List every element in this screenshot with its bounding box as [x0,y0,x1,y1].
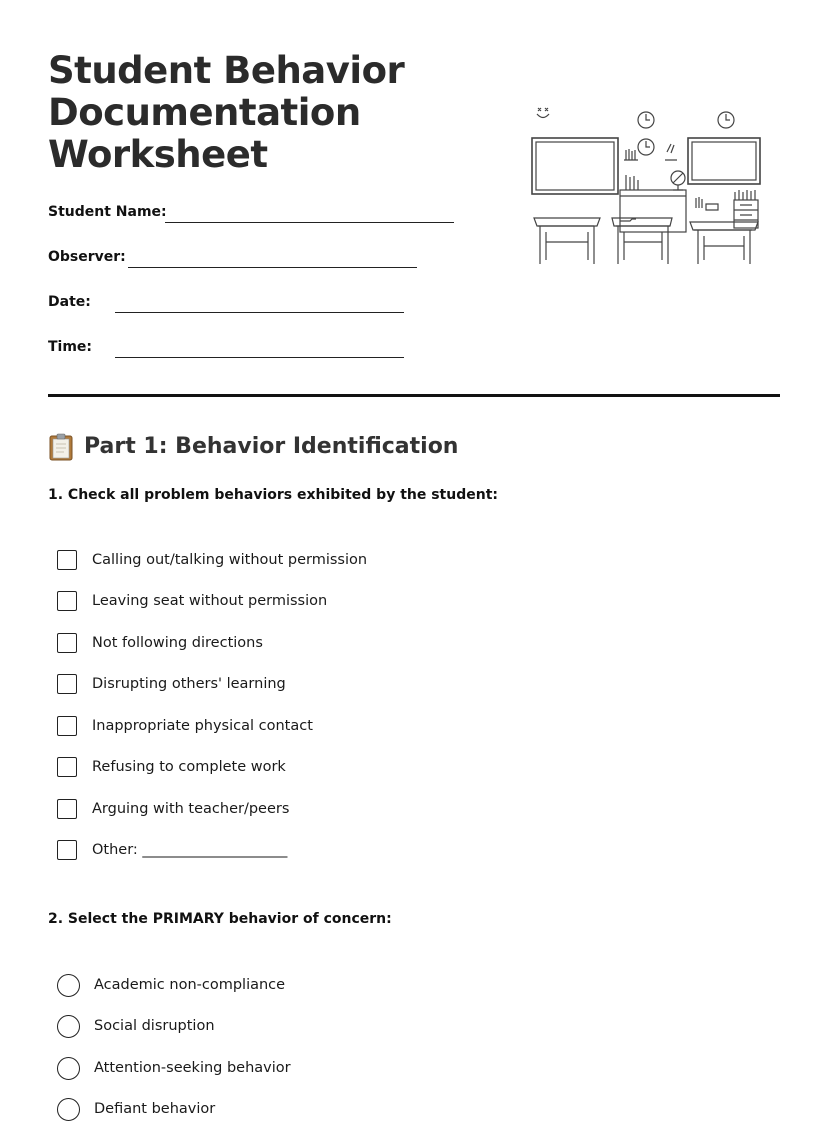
section-divider [48,394,780,397]
clipboard-icon [48,433,74,461]
clock-icon [718,112,734,128]
observer-label: Observer: [48,249,126,265]
checkbox[interactable] [57,840,77,860]
option-label: Calling out/talking without permission [92,552,368,568]
behavior-option-disrupting-others[interactable] [57,672,286,696]
question-2: 2. Select the PRIMARY behavior of concern: [48,911,392,927]
behavior-option-not-following-directions[interactable] [57,631,263,655]
behavior-option-arguing[interactable] [57,797,289,821]
behavior-option-calling-out[interactable] [57,548,367,572]
checkbox[interactable] [57,591,77,611]
time-line[interactable] [115,357,404,358]
option-label: Inappropriate physical contact [92,718,313,734]
checkbox[interactable] [57,633,77,653]
radio-button[interactable] [57,974,80,997]
primary-option-academic[interactable] [57,973,285,997]
primary-option-defiant[interactable] [57,1097,215,1121]
option-label: Attention-seeking behavior [94,1060,291,1076]
date-line[interactable] [115,312,404,313]
option-label: Disrupting others' learning [92,676,286,692]
behavior-option-refusing-work[interactable] [57,755,286,779]
option-label: Defiant behavior [94,1101,216,1117]
primary-option-social[interactable] [57,1014,215,1038]
observer-field[interactable] [48,247,418,271]
question-1: 1. Check all problem behaviors exhibited by the student: [48,487,498,503]
part1-heading [48,432,458,462]
student-name-field[interactable] [48,202,458,226]
primary-option-attention[interactable] [57,1056,291,1080]
time-field[interactable] [48,337,408,361]
student-name-label: Student Name: [48,204,167,220]
clock-icon [638,112,654,128]
checkbox[interactable] [57,757,77,777]
clock-icon [638,139,654,155]
behavior-option-physical-contact[interactable] [57,714,313,738]
option-label: Social disruption [94,1018,215,1034]
checkbox[interactable] [57,674,77,694]
behavior-option-leaving-seat[interactable] [57,589,327,613]
date-field[interactable] [48,292,408,316]
student-name-line[interactable] [165,222,454,223]
classroom-illustration [528,100,764,270]
option-label: Academic non-compliance [94,977,286,993]
desk-icon [612,218,672,264]
option-label: Other: ____________________ [92,842,288,858]
time-label: Time: [48,339,93,355]
behavior-option-other[interactable] [57,838,287,862]
smiley-icon [537,108,549,118]
option-label: Not following directions [92,635,263,651]
part1-heading-text: Part 1: Behavior Identification [84,434,459,459]
desk-icon [534,218,600,264]
radio-button[interactable] [57,1098,80,1121]
page-title: Student Behavior Documentation Worksheet [48,49,405,176]
checkbox[interactable] [57,550,77,570]
checkbox[interactable] [57,799,77,819]
radio-button[interactable] [57,1015,80,1038]
date-label: Date: [48,294,91,310]
observer-line[interactable] [128,267,417,268]
checkbox[interactable] [57,716,77,736]
option-label: Arguing with teacher/peers [92,801,290,817]
option-label: Refusing to complete work [92,759,286,775]
radio-button[interactable] [57,1057,80,1080]
option-label: Leaving seat without permission [92,593,328,609]
